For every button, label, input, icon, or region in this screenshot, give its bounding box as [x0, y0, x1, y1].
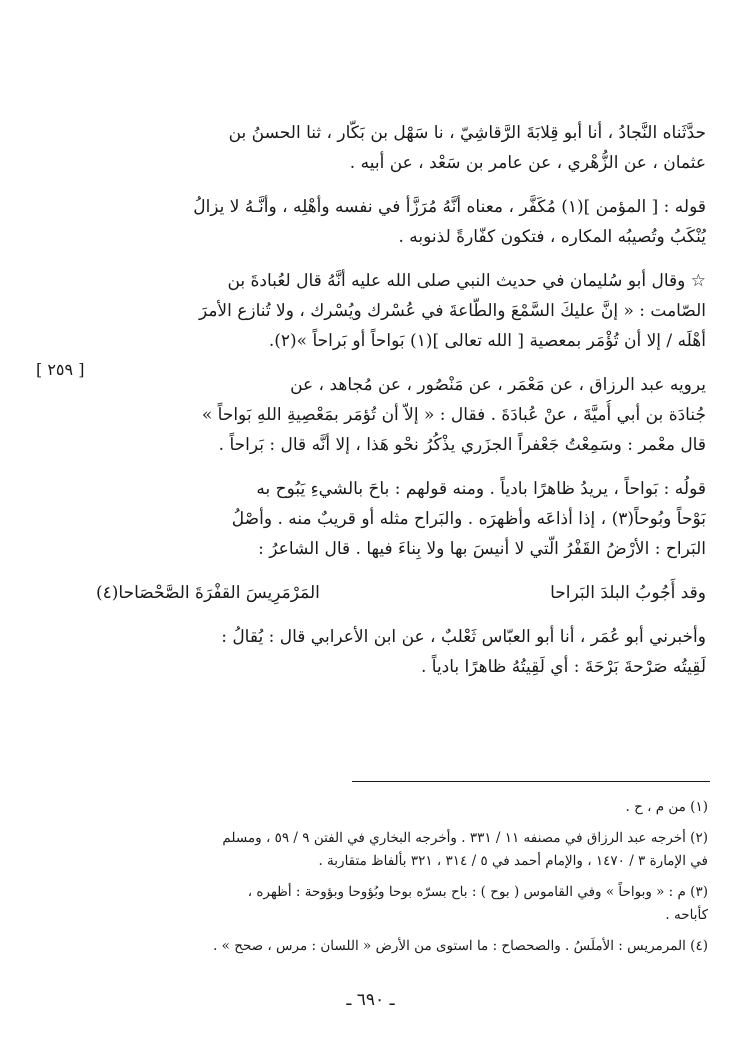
footnote-line: كأباحه .	[665, 907, 708, 923]
text-line: وأخبرني أبو عُمَر ، أنا أبو العبّاس ثَعْلبٌ ، عن ابن الأعرابي قال : يُقالُ :	[221, 627, 706, 647]
hemistich: وقد أَجُوبُ البلدَ البَراحا	[550, 583, 706, 603]
hemistich: المَرْمَرِيسَ القفْرَةَ الصَّحْصَاحا(٤)	[96, 583, 320, 603]
paragraph	[96, 370, 706, 460]
text-line: بَوْحاً وبُوحاً(٣) ، إذا أذاعَه وأظهرَه . والبَراح مثله أو قريبٌ منه . وأصْلُ	[231, 509, 706, 529]
text-line: ☆ وقال أبو سُليمان في حديث النبي صلى الله عليه أنَّهُ قال لعُبادةَ بن	[227, 271, 706, 291]
footnote	[100, 827, 708, 873]
footnote-line: (٤) المرمريس : الأملَسُ . والصحصاح : ما استوى من الأرض « اللسان : مرس ، صحح » .	[213, 938, 708, 954]
text-line: قولُه : بَواحاً ، يريدُ ظاهرًا بادياً . ومنه قولهم : باحَ بالشيءِ يَبُوح به	[256, 479, 706, 499]
footnote	[100, 881, 708, 927]
text-line: أهْلَه / إلا أن تُؤْمَر بمعصية [ الله تعالى ](١) بَواحاً أو بَراحاً »(٢).	[268, 331, 706, 351]
text-line: قوله : [ المؤمن ](١) مُكَفَّر ، معناه أنَّهُ مُرَزَّأ في نفسه وأهْلِه ، وأنَّـهُ لا يزالُ	[193, 197, 706, 217]
text-line: عثمان ، عن الزُّهْري ، عن عامر بن سَعْد ، عن أبيه .	[349, 153, 706, 173]
footnote-separator	[352, 781, 710, 782]
text-line: يرويه عبد الرزاق ، عن مَعْمَر ، عن مَنْصُور ، عن مُجاهد ، عن	[290, 375, 706, 395]
poem-verse	[96, 578, 706, 608]
page-number: ـ ٦٩٠ ـ	[346, 990, 395, 1010]
footnote-line: (٣) م : « وبواحاً » وفي القاموس ( بوح ) : باح بسرّه بوحا وبُؤوحا وبؤوحة : أظهره ،	[247, 884, 708, 900]
footnote-line: (٢) أخرجه عبد الرزاق في مصنفه ١١ / ٣٣١ . وأخرجه البخاري في الفتن ٩ / ٥٩ ، ومسلم	[222, 830, 708, 846]
text-line: جُنادَة بن أبي أُميَّةَ ، عنْ عُبادَةَ . فقال : « إلاّ أن تُؤمَر بمَعْصِيةِ اللهِ بَواحاً »	[201, 405, 706, 425]
paragraph	[96, 622, 706, 682]
text-line: البَراح : الأرْضُ القَفْرُ الّتي لا أنيسَ بها ولا بِناءَ فيها . قال الشاعرُ :	[258, 539, 706, 559]
text-line: يُنْكَبُ وتُصيبُه المكاره ، فتكون كفّارةً لذنوبه .	[398, 227, 706, 247]
margin-page-reference: [ ٢٥٩ ]	[36, 360, 85, 379]
paragraph	[96, 192, 706, 252]
text-line: لَقِيتُه صَرْحةَ بَرْحَةَ : أي لَقِيتُهُ ظاهرًا بادياً .	[420, 657, 706, 677]
paragraph	[96, 474, 706, 564]
footnote-line: (١) من م ، ح .	[625, 799, 708, 815]
text-line: الصّامت : « إنَّ عليكَ السَّمْعَ والطّاعةَ في عُسْرك ويُسْرك ، ولا تُنازع الأمرَ	[198, 301, 706, 321]
text-line: قال معْمر : وسَمِعْتُ جَعْفراً الجزَري يذْكُرُ نحْو هَذا ، إلا أنَّه قال : بَراحاً .	[218, 435, 706, 455]
text-line: حدَّثَناه النَّجادُ ، أنا أبو قِلابَةَ الرَّقاشِيّ ، نا سَهْل بن بَكّار ، ثنا الحسنُ بن	[228, 123, 706, 143]
footnote	[100, 935, 708, 958]
paragraph	[96, 266, 706, 356]
paragraph	[96, 118, 706, 178]
footnote	[100, 796, 708, 819]
footnote-line: في الإمارة ٣ / ١٤٧٠ ، والإمام أحمد في ٥ / ٣١٤ ، ٣٢١ بألفاظ متقاربة .	[318, 853, 708, 869]
main-text	[96, 118, 706, 696]
footnotes	[100, 796, 708, 966]
